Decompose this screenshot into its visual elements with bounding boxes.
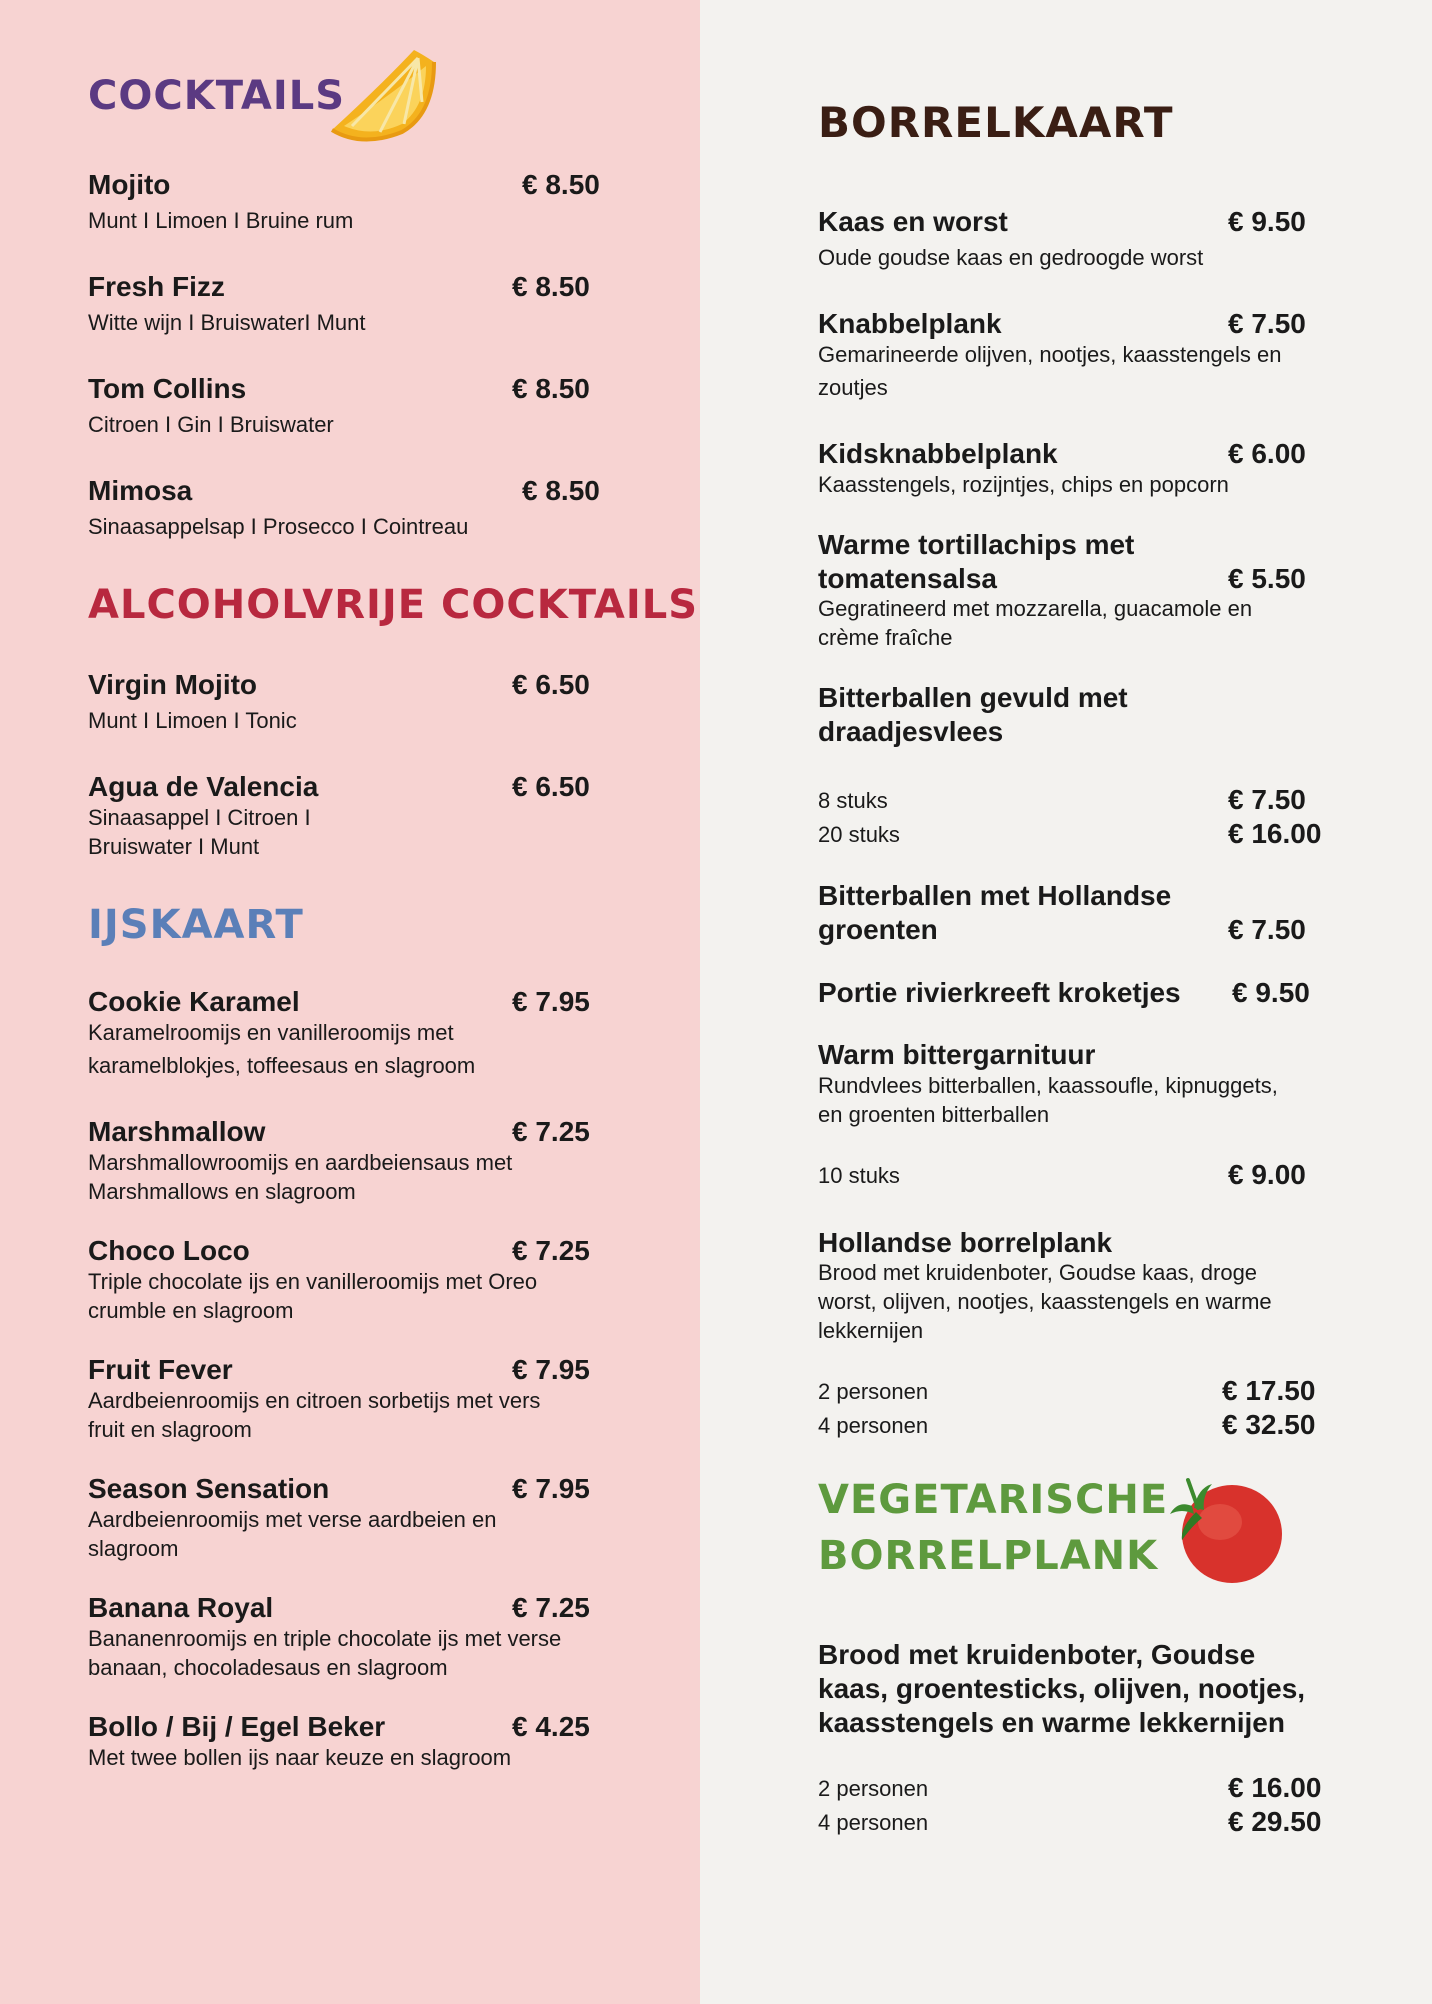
menu-item-name: Cookie Karamel	[88, 986, 300, 1017]
menu-item-name: Choco Loco	[88, 1235, 250, 1266]
menu-item-desc: crumble en slagroom	[88, 1298, 294, 1323]
menu-item-desc: Marshmallowroomijs en aardbeiensaus met	[88, 1150, 513, 1175]
lemon-slice-icon	[322, 44, 442, 148]
menu-item-price: € 7.25	[512, 1592, 590, 1623]
menu-item-price: € 7.25	[512, 1116, 590, 1147]
portion-price: € 16.00	[1228, 818, 1322, 849]
menu-item-price: € 9.50	[1228, 206, 1306, 237]
menu-item-name: Season Sensation	[88, 1473, 330, 1504]
portion-label: 2 personen	[818, 1379, 929, 1404]
menu-item-name: Kidsknabbelplank	[818, 438, 1058, 469]
menu-item-price: € 6.50	[512, 771, 590, 802]
menu-item-name: Tom Collins	[88, 373, 247, 404]
portion-label: 4 personen	[818, 1810, 929, 1835]
menu-item-desc: Sinaasappel I Citroen I	[88, 805, 311, 830]
portion-label: 10 stuks	[818, 1163, 900, 1188]
vegetarische-title: BORRELPLANK	[818, 1533, 1159, 1579]
menu-item-desc: slagroom	[88, 1536, 179, 1561]
menu-item-desc: Witte wijn I BruiswaterI Munt	[88, 310, 366, 335]
menu-item-price: € 8.50	[512, 271, 590, 302]
portion-price: € 7.50	[1228, 784, 1306, 815]
portion-price: € 9.00	[1228, 1159, 1306, 1190]
menu-item-name: draadjesvlees	[818, 716, 1004, 747]
menu-item-desc: Sinaasappelsap I Prosecco I Cointreau	[88, 514, 469, 539]
menu-item-name: Fruit Fever	[88, 1354, 233, 1385]
menu-item-name: kaasstengels en warme lekkernijen	[818, 1707, 1285, 1738]
menu-item-desc: Rundvlees bitterballen, kaassoufle, kipnuggets,	[818, 1073, 1278, 1098]
menu-item-desc: Gegratineerd met mozzarella, guacamole en	[818, 596, 1253, 621]
menu-item-desc: fruit en slagroom	[88, 1417, 252, 1442]
menu-item-name: Virgin Mojito	[88, 669, 258, 700]
menu-item-name: tomatensalsa	[818, 563, 997, 594]
menu-item-desc: en groenten bitterballen	[818, 1102, 1050, 1127]
menu-item-price: € 7.95	[512, 986, 590, 1017]
menu-item-desc: Karamelroomijs en vanilleroomijs met	[88, 1020, 454, 1045]
menu-item-name: Marshmallow	[88, 1116, 266, 1147]
menu-item-desc: worst, olijven, nootjes, kaasstengels en warme	[818, 1289, 1272, 1314]
menu-item-name: Bitterballen gevuld met	[818, 682, 1128, 713]
menu-item-desc: Oude goudse kaas en gedroogde worst	[818, 245, 1204, 270]
menu-item-name: Hollandse borrelplank	[818, 1227, 1113, 1258]
menu-item-desc: Met twee bollen ijs naar keuze en slagroom	[88, 1745, 512, 1770]
menu-item-price: € 8.50	[522, 475, 600, 506]
menu-item-desc: Kaasstengels, rozijntjes, chips en popcorn	[818, 472, 1229, 497]
menu-item-name: Mimosa	[88, 475, 193, 506]
portion-price: € 16.00	[1228, 1772, 1322, 1803]
menu-item-desc: Aardbeienroomijs en citroen sorbetijs met vers	[88, 1388, 541, 1413]
menu-item-price: € 6.50	[512, 669, 590, 700]
menu-item-price: € 8.50	[512, 373, 590, 404]
portion-label: 2 personen	[818, 1776, 929, 1801]
menu-item-name: Warm bittergarnituur	[818, 1039, 1096, 1070]
tomato-icon	[1158, 1470, 1288, 1588]
portion-label: 4 personen	[818, 1413, 929, 1438]
menu-item-price: € 7.50	[1228, 308, 1306, 339]
menu-item-name: Banana Royal	[88, 1592, 274, 1623]
menu-item-desc: lekkernijen	[818, 1318, 924, 1343]
menu-item-name: Bollo / Bij / Egel Beker	[88, 1711, 386, 1742]
menu-item-price: € 8.50	[522, 169, 600, 200]
menu-item-name: Brood met kruidenboter, Goudse	[818, 1639, 1256, 1670]
portion-price: € 17.50	[1222, 1375, 1316, 1406]
menu-item-price: € 4.25	[512, 1711, 590, 1742]
menu-item-name: Warme tortillachips met	[818, 529, 1135, 560]
menu-item-desc: Brood met kruidenboter, Goudse kaas, droge	[818, 1260, 1258, 1285]
left-panel	[0, 0, 700, 2004]
portion-label: 8 stuks	[818, 788, 888, 813]
menu-item-price: € 7.50	[1228, 914, 1306, 945]
menu-item-price: € 7.25	[512, 1235, 590, 1266]
menu-item-desc: banaan, chocoladesaus en slagroom	[88, 1655, 448, 1680]
menu-item-name: Bitterballen met Hollandse	[818, 880, 1172, 911]
menu-item-name: Kaas en worst	[818, 206, 1008, 237]
menu-item-desc: Munt I Limoen I Tonic	[88, 708, 297, 733]
menu-item-price: € 7.95	[512, 1354, 590, 1385]
borrelkaart-title: BORRELKAART	[818, 98, 1174, 147]
portion-label: 20 stuks	[818, 822, 900, 847]
menu-item-price: € 5.50	[1228, 563, 1306, 594]
menu-item-name: Mojito	[88, 169, 171, 200]
menu-item-name: kaas, groentesticks, olijven, nootjes,	[818, 1673, 1306, 1704]
menu-item-price: € 9.50	[1232, 977, 1310, 1008]
menu-item-desc: Aardbeienroomijs met verse aardbeien en	[88, 1507, 497, 1532]
alcoholvrij-title: ALCOHOLVRIJE COCKTAILS	[88, 582, 699, 628]
ijskaart-title: IJSKAART	[88, 902, 304, 948]
menu-item-name: Portie rivierkreeft kroketjes	[818, 977, 1181, 1008]
menu-item-desc: crème fraîche	[818, 625, 953, 650]
menu-item-desc: karamelblokjes, toffeesaus en slagroom	[88, 1053, 476, 1078]
menu-item-desc: Citroen I Gin I Bruiswater	[88, 412, 334, 437]
menu-item-name: Fresh Fizz	[88, 271, 225, 302]
menu-item-name: Knabbelplank	[818, 308, 1002, 339]
portion-price: € 32.50	[1222, 1409, 1316, 1440]
menu-item-desc: zoutjes	[818, 375, 888, 400]
menu-item-name: Agua de Valencia	[88, 771, 319, 802]
menu-item-desc: Bruiswater I Munt	[88, 834, 260, 859]
menu-item-desc: Bananenroomijs en triple chocolate ijs met verse	[88, 1626, 562, 1651]
vegetarische-title: VEGETARISCHE	[818, 1477, 1169, 1523]
menu-item-desc: Triple chocolate ijs en vanilleroomijs met Oreo	[88, 1269, 538, 1294]
menu-item-price: € 7.95	[512, 1473, 590, 1504]
right-panel	[700, 0, 1432, 2004]
cocktails-title: COCKTAILS	[88, 73, 346, 119]
portion-price: € 29.50	[1228, 1806, 1322, 1837]
menu-item-name: groenten	[818, 914, 938, 945]
menu-item-desc: Marshmallows en slagroom	[88, 1179, 356, 1204]
menu-item-desc: Munt I Limoen I Bruine rum	[88, 208, 354, 233]
menu-item-desc: Gemarineerde olijven, nootjes, kaasstengels en	[818, 342, 1282, 367]
menu-item-price: € 6.00	[1228, 438, 1306, 469]
